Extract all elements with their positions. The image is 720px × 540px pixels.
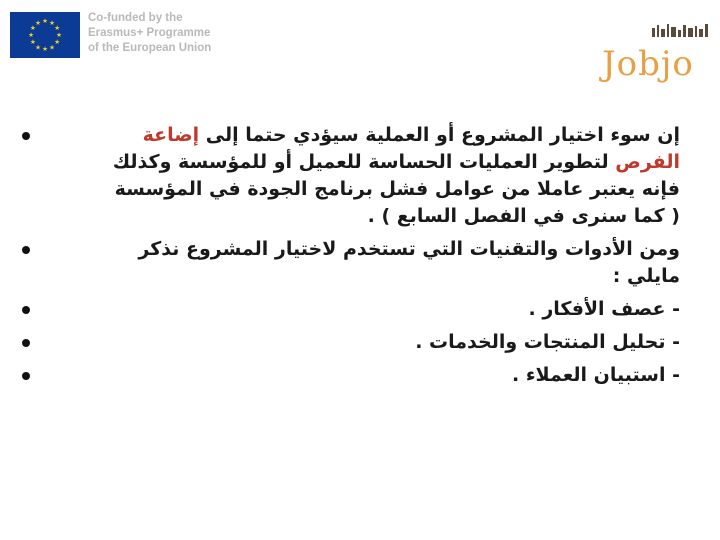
eu-text-line-2: Erasmus+ Programme — [88, 27, 211, 39]
bullet-text — [40, 296, 680, 323]
logo-pattern-icon — [650, 20, 710, 38]
eu-star-icon: ★ — [49, 19, 55, 28]
eu-star-icon: ★ — [42, 17, 48, 26]
eu-flag-icon — [10, 12, 80, 58]
eu-star-icon: ★ — [56, 31, 62, 40]
text-span: لتطوير العمليات الحساسة للعميل أو للمؤسسة وكذلك — [112, 151, 616, 173]
bullet-icon — [22, 372, 30, 380]
eu-star-icon: ★ — [54, 24, 61, 33]
bullet-text — [40, 329, 680, 356]
text-line — [40, 296, 680, 323]
eu-star-icon: ★ — [29, 24, 36, 33]
jobjo-logo — [600, 18, 712, 88]
eu-star-icon: ★ — [49, 43, 55, 52]
list-item — [40, 236, 680, 290]
highlighted-word: إضاعة — [142, 124, 200, 146]
text-span: ( كما سنرى في الفصل السابع ) . — [367, 205, 680, 227]
text-line — [40, 362, 680, 389]
bullet-icon — [22, 132, 30, 140]
text-line — [40, 263, 680, 290]
bullet-icon — [22, 246, 30, 254]
highlighted-word: الفرص — [615, 151, 680, 173]
eu-cofunded-text — [88, 11, 238, 56]
list-item — [40, 122, 680, 230]
text-span: مايلي : — [612, 265, 680, 287]
list-item — [40, 296, 680, 323]
bullet-text — [40, 236, 680, 290]
bullet-icon — [22, 306, 30, 314]
eu-star-icon: ★ — [35, 19, 41, 28]
bullet-list — [40, 122, 680, 389]
bullet-text — [40, 362, 680, 389]
list-item — [40, 329, 680, 356]
text-span: فإنه يعتبر عاملا من عوامل فشل برنامج الجودة في المؤسسة — [114, 178, 680, 200]
eu-star-icon: ★ — [42, 45, 48, 54]
logo-word: Jobjo — [602, 44, 694, 84]
text-line — [40, 149, 680, 176]
eu-star-icon: ★ — [29, 38, 36, 47]
bullet-icon — [22, 339, 30, 347]
text-line — [40, 176, 680, 203]
list-item — [40, 362, 680, 389]
eu-star-icon: ★ — [28, 31, 34, 40]
text-line — [40, 203, 680, 230]
eu-star-icon: ★ — [54, 38, 61, 47]
text-line — [40, 122, 680, 149]
text-span: ومن الأدوات والتقنيات التي تستخدم لاختيار المشروع نذكر — [138, 238, 680, 260]
text-span: إن سوء اختيار المشروع أو العملية سيؤدي حتما إلى — [199, 124, 680, 146]
text-span: - استبيان العملاء . — [511, 364, 680, 386]
text-line — [40, 236, 680, 263]
eu-text-line-3: of the European Union — [88, 42, 212, 54]
bullet-text — [40, 122, 680, 230]
eu-star-icon: ★ — [35, 43, 41, 52]
text-span: - تحليل المنتجات والخدمات . — [415, 331, 680, 353]
eu-text-line-1: Co-funded by the — [88, 12, 183, 24]
text-line — [40, 329, 680, 356]
text-span: - عصف الأفكار . — [528, 298, 680, 320]
